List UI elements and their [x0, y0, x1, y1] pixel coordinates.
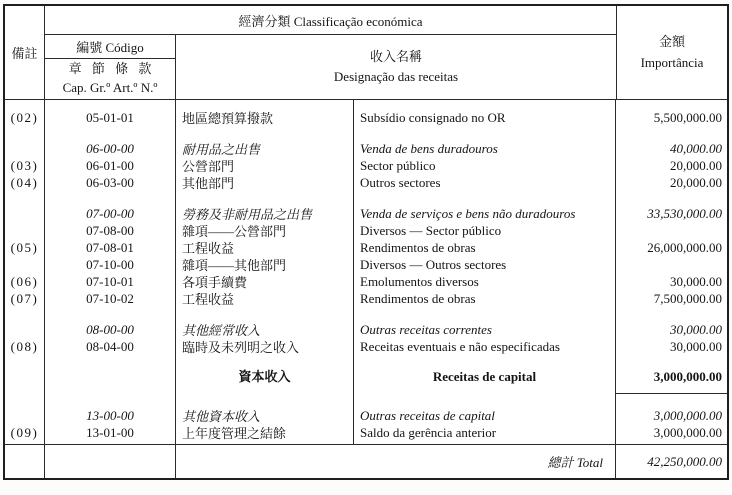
header-amount-zh: 金額	[658, 34, 685, 50]
name-pt-cell: Emolumentos diversos	[354, 272, 616, 291]
spacer-row	[5, 354, 727, 368]
note-cell: (02)	[5, 108, 45, 127]
code-cell: 13-01-00	[45, 423, 176, 442]
amount-cell: 30,000.00	[670, 321, 722, 337]
table-header	[5, 6, 727, 99]
spacer-row	[5, 190, 727, 204]
spacer-cell	[354, 100, 616, 108]
name-pt-cell: Receitas eventuais e não especificadas	[354, 337, 616, 356]
table-row-section	[5, 406, 727, 423]
name-zh-cell: 公營部門	[176, 156, 354, 175]
spacer-cell	[45, 190, 176, 204]
total-row	[5, 444, 727, 478]
spacer-cell	[5, 100, 45, 108]
table-row	[5, 156, 727, 173]
amount-cell: 26,000,000.00	[647, 239, 722, 255]
note-cell: (08)	[5, 337, 45, 356]
spacer-row	[5, 100, 727, 108]
spacer-cell	[5, 125, 45, 139]
note-cell: (06)	[5, 272, 45, 291]
name-zh-cell: 雜項——公營部門	[176, 221, 354, 240]
amount-cell: 7,500,000.00	[653, 290, 722, 306]
spacer-cell	[5, 306, 45, 320]
spacer-cell	[5, 394, 45, 406]
spacer-cell	[616, 306, 727, 320]
name-zh-cell: 地區總預算撥款	[176, 108, 354, 127]
header-amount	[616, 6, 727, 99]
code-cell: 13-00-00	[45, 406, 176, 425]
spacer-cell	[5, 190, 45, 204]
table-body	[5, 99, 727, 478]
spacer-cell	[354, 440, 616, 444]
spacer-cell	[45, 354, 176, 368]
code-cell: 05-01-01	[45, 108, 176, 127]
name-pt-cell: Rendimentos de obras	[354, 238, 616, 257]
code-cell: 07-08-01	[45, 238, 176, 257]
spacer-cell	[45, 100, 176, 108]
code-cell	[45, 368, 176, 394]
spacer-cell	[616, 190, 727, 204]
name-pt-cell: Subsídio consignado no OR	[354, 108, 616, 127]
amount-cell: 3,000,000.00	[653, 407, 722, 423]
note-cell	[5, 368, 45, 394]
budget-revenue-table	[3, 4, 729, 480]
spacer-cell	[176, 394, 354, 406]
table-row	[5, 337, 727, 354]
table-row	[5, 173, 727, 190]
name-pt-cell: Outras receitas correntes	[354, 320, 616, 339]
spacer-cell	[354, 354, 616, 368]
spacer-row	[5, 394, 727, 406]
name-zh-cell: 雜項——其他部門	[176, 255, 354, 274]
name-pt-cell: Saldo da gerência anterior	[354, 423, 616, 442]
code-cell: 07-08-00	[45, 221, 176, 240]
header-code-columns-pt: Cap. Gr.º Art.º N.º	[62, 80, 158, 95]
spacer-cell	[354, 394, 616, 406]
note-cell: (03)	[5, 156, 45, 175]
spacer-cell	[45, 394, 176, 406]
spacer-cell	[176, 100, 354, 108]
spacer-cell	[176, 306, 354, 320]
spacer-cell	[5, 440, 45, 444]
spacer-cell	[616, 354, 727, 368]
spacer-cell	[176, 354, 354, 368]
name-zh-cell: 其他經常收入	[176, 320, 354, 339]
header-designation-pt: Designação das receitas	[333, 69, 459, 84]
header-economic-classification: 經濟分類 Classificação económica	[45, 6, 616, 35]
amount-cell: 40,000.00	[670, 140, 722, 156]
table-row	[5, 255, 727, 272]
amount-cell: 20,000.00	[670, 174, 722, 190]
spacer-cell	[616, 100, 727, 108]
name-zh-cell: 資本收入	[176, 368, 354, 394]
header-code-columns	[45, 59, 176, 99]
name-zh-cell: 工程收益	[176, 289, 354, 308]
name-zh-cell: 其他部門	[176, 173, 354, 192]
name-zh-cell: 上年度管理之結餘	[176, 423, 354, 442]
table-row-section	[5, 204, 727, 221]
name-pt-cell: Outros sectores	[354, 173, 616, 192]
name-zh-cell: 其他資本收入	[176, 406, 354, 425]
note-cell: (09)	[5, 423, 45, 442]
spacer-cell	[176, 125, 354, 139]
spacer-row	[5, 440, 727, 444]
total-amount: 42,250,000.00	[647, 453, 722, 469]
name-pt-cell: Venda de bens duradouros	[354, 139, 616, 158]
spacer-row	[5, 125, 727, 139]
name-pt-cell: Outras receitas de capital	[354, 406, 616, 425]
table-row	[5, 221, 727, 238]
name-pt-cell: Diversos — Outros sectores	[354, 255, 616, 274]
spacer-row	[5, 306, 727, 320]
code-cell	[45, 445, 176, 478]
code-cell: 07-10-00	[45, 255, 176, 274]
code-cell: 07-00-00	[45, 204, 176, 223]
table-row-capital-heading	[5, 368, 727, 394]
note-cell: (04)	[5, 173, 45, 192]
name-pt-cell: Receitas de capital	[354, 368, 616, 394]
name-pt-cell: Venda de serviços e bens não duradouros	[354, 204, 616, 223]
code-cell: 07-10-01	[45, 272, 176, 291]
table-row	[5, 238, 727, 255]
name-zh-cell: 耐用品之出售	[176, 139, 354, 158]
code-cell: 07-10-02	[45, 289, 176, 308]
header-remarks: 備註	[5, 6, 45, 99]
table-row	[5, 289, 727, 306]
spacer-cell	[616, 125, 727, 139]
table-row-section	[5, 320, 727, 337]
name-zh-cell: 工程收益	[176, 238, 354, 257]
spacer-cell	[354, 306, 616, 320]
name-pt-cell: Diversos — Sector público	[354, 221, 616, 240]
spacer-cell	[45, 306, 176, 320]
spacer-cell	[5, 354, 45, 368]
amount-cell: 3,000,000.00	[653, 424, 722, 440]
header-designation-zh: 收入名稱	[369, 48, 422, 64]
spacer-cell	[176, 190, 354, 204]
amount-cell: 30,000.00	[670, 273, 722, 289]
table-row	[5, 108, 727, 125]
amount-cell: 5,500,000.00	[653, 109, 722, 125]
spacer-cell	[176, 440, 354, 444]
code-cell: 08-04-00	[45, 337, 176, 356]
name-zh-cell: 勞務及非耐用品之出售	[176, 204, 354, 223]
spacer-cell	[616, 440, 727, 444]
header-code: 編號 Código	[45, 35, 176, 59]
spacer-cell	[354, 190, 616, 204]
note-cell: (05)	[5, 238, 45, 257]
total-label: 總計 Total	[176, 445, 616, 478]
code-cell: 06-01-00	[45, 156, 176, 175]
spacer-cell	[354, 125, 616, 139]
header-code-columns-zh: 章 節 條 款	[68, 61, 152, 77]
amount-cell: 3,000,000.00	[616, 368, 727, 394]
name-pt-cell: Rendimentos de obras	[354, 289, 616, 308]
code-cell: 06-03-00	[45, 173, 176, 192]
table-row	[5, 272, 727, 289]
note-cell	[5, 445, 45, 478]
spacer-cell	[45, 440, 176, 444]
amount-cell: 20,000.00	[670, 157, 722, 173]
spacer-cell	[45, 125, 176, 139]
code-cell: 08-00-00	[45, 320, 176, 339]
code-cell: 06-00-00	[45, 139, 176, 158]
name-zh-cell: 各項手續費	[176, 272, 354, 291]
amount-cell: 30,000.00	[670, 338, 722, 354]
amount-cell: 33,530,000.00	[647, 205, 722, 221]
header-amount-pt: Importância	[640, 54, 704, 70]
note-cell: (07)	[5, 289, 45, 308]
header-designation	[176, 35, 616, 99]
table-row	[5, 423, 727, 440]
name-zh-cell: 臨時及未列明之收入	[176, 337, 354, 356]
table-row-section	[5, 139, 727, 156]
name-pt-cell: Sector público	[354, 156, 616, 175]
spacer-cell	[616, 394, 727, 406]
